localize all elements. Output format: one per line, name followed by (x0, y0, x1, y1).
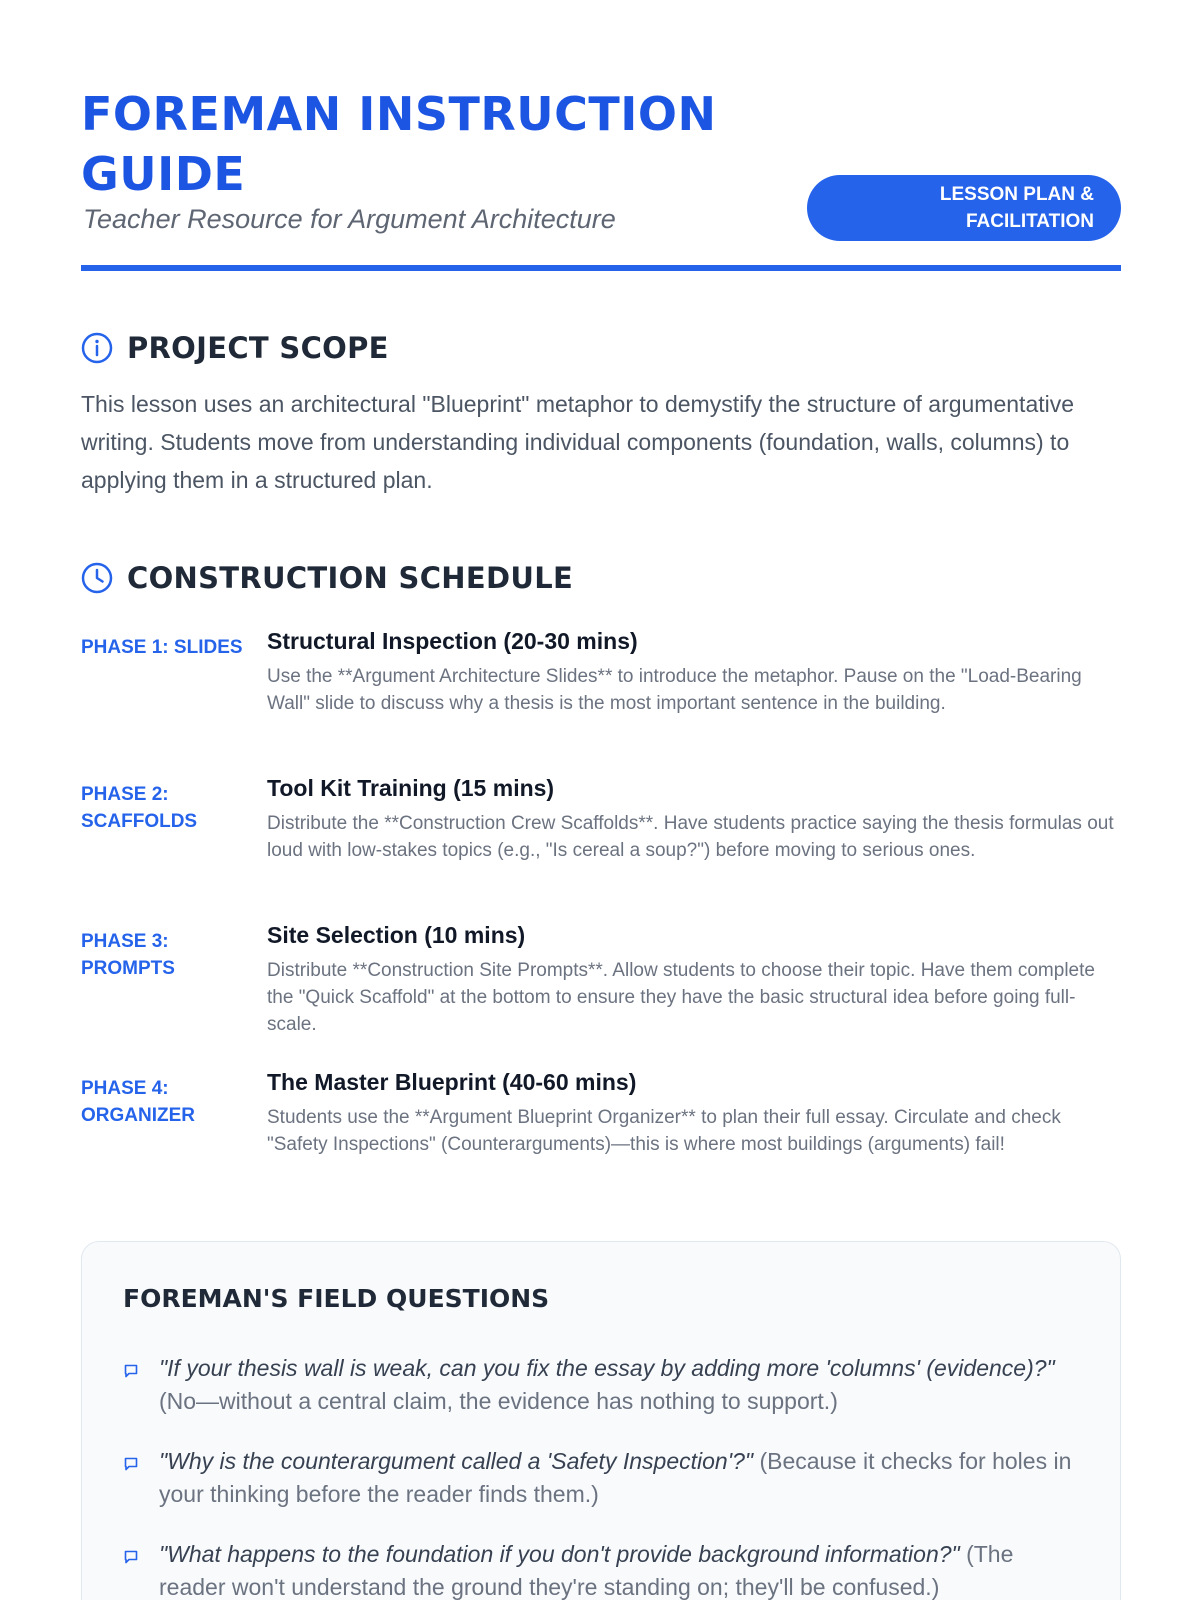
scope-heading: PROJECT SCOPE (127, 331, 389, 365)
lesson-page (81, 0, 1121, 1600)
scope-heading-row (81, 328, 389, 368)
clock-icon (81, 562, 113, 594)
phase-label: PHASE 2: SCAFFOLDS (81, 784, 198, 832)
field-questions-heading: FOREMAN'S FIELD QUESTIONS (123, 1284, 550, 1313)
header (81, 84, 1121, 274)
phase-title: Tool Kit Training (15 mins) (267, 775, 555, 801)
speech-bubble-icon (123, 1456, 139, 1472)
question-answer: (Because it checks for holes in your thinking before the reader finds them.) (159, 1448, 1072, 1507)
phase-description: Distribute **Construction Site Prompts**. Allow students to choose their topic. Have them complete the "Quick Scaffold" at the bottom to ensure they have the basic structural idea before going full-scale. (267, 960, 1095, 1035)
phase-body (267, 626, 1122, 717)
phase-label: PHASE 1: SLIDES (81, 637, 243, 658)
question-quote: "Why is the counterargument called a 'Safety Inspection'?" (159, 1448, 754, 1474)
question-answer: (No—without a central claim, the evidence has nothing to support.) (159, 1388, 838, 1414)
schedule-heading-row (81, 558, 573, 598)
phase-description: Distribute the **Construction Crew Scaffolds**. Have students practice saying the thesis formulas out loud with low-stakes topics (e.g., "Is cereal a soup?") before moving to serious ones. (267, 813, 1114, 861)
phase-body (267, 1067, 1122, 1158)
field-questions-panel (81, 1241, 1121, 1600)
phase-title: Site Selection (10 mins) (267, 922, 526, 948)
schedule-heading: CONSTRUCTION SCHEDULE (127, 561, 574, 595)
phase-label: PHASE 4: ORGANIZER (81, 1078, 195, 1126)
phase-body (267, 920, 1122, 1038)
speech-bubble-icon (123, 1549, 139, 1565)
field-question-text (159, 1352, 1073, 1418)
phase-title: The Master Blueprint (40-60 mins) (267, 1069, 637, 1095)
field-question-text (159, 1538, 1073, 1600)
phase-label: PHASE 3: PROMPTS (81, 931, 175, 979)
phase-body (267, 773, 1122, 864)
phase-description: Use the **Argument Architecture Slides** to introduce the metaphor. Pause on the "Load-Bearing Wall" slide to discuss why a thesis is the most important sentence in the building. (267, 666, 1082, 714)
phase-description: Students use the **Argument Blueprint Organizer** to plan their full essay. Circulate and check "Safety Inspections" (Counterarguments)—this is where most buildings (arguments) fail! (267, 1107, 1061, 1155)
question-quote: "What happens to the foundation if you don't provide background information?" (159, 1541, 960, 1567)
scope-text: This lesson uses an architectural "Blueprint" metaphor to demystify the structure of argumentative writing. Students move from understanding individual components (foundation, walls, columns) to applying them in a structured plan. (81, 391, 1075, 493)
question-answer: (The reader won't understand the ground they're standing on; they'll be confused.) (159, 1541, 1014, 1600)
lesson-plan-badge: LESSON PLAN & FACILITATION (807, 175, 1121, 241)
phase-title: Structural Inspection (20-30 mins) (267, 628, 638, 654)
header-divider (81, 265, 1121, 271)
speech-bubble-icon (123, 1363, 139, 1379)
page-title: FOREMAN INSTRUCTION GUIDE (81, 87, 717, 201)
page-subtitle: Teacher Resource for Argument Architecture (83, 204, 616, 234)
field-question-text (159, 1445, 1073, 1511)
question-quote: "If your thesis wall is weak, can you fix the essay by adding more 'columns' (evidence)?" (159, 1355, 1055, 1381)
info-icon (81, 332, 113, 364)
